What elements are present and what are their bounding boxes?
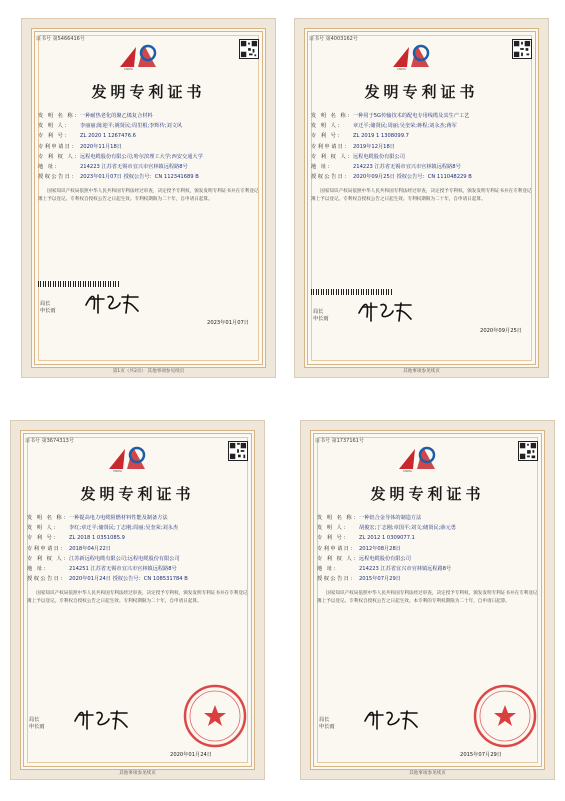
field-grant-date: 授权公告日： 2020年09月25日 授权公告号：CN 111048229 B	[311, 174, 472, 181]
director-signature-icon	[82, 289, 142, 317]
field-filing-date: 专利申请日： 2018年04月22日	[27, 545, 111, 552]
certificate-number: 证书号 第3674313号	[25, 438, 74, 444]
field-patentee: 专 利 权 人： 江苏新远程电缆有限公司;远程电缆股份有限公司	[27, 555, 180, 562]
field-address: 地 址： 214223 江苏省无锡市宜兴市官林镇远程路8号	[311, 164, 461, 171]
patent-certificate-3	[10, 420, 265, 780]
cnipa-emblem-icon	[103, 443, 151, 473]
barcode	[38, 281, 120, 287]
field-inventors: 发 明 人： 李红;章迁平;储贤民;丁志刚;周丽;吴奎荣;刘永杰	[27, 525, 179, 532]
qr-code-icon	[512, 39, 532, 59]
issue-date: 2020年01月24日	[170, 752, 212, 758]
field-invention-name: 发 明 名 称： 一种用于5G传输技术的配电专用线缆及其生产工艺	[311, 113, 470, 119]
certificate-fields	[38, 111, 261, 203]
certificate-title: 发明专利证书	[370, 485, 485, 503]
field-patentee: 专 利 权 人： 远程电缆股份有限公司	[311, 153, 405, 160]
certificate-number: 证书号 第4003162号	[309, 36, 358, 42]
issue-date: 2015年07月29日	[460, 752, 502, 758]
director-label: 局长 申长雨	[40, 301, 56, 314]
certificate-footer: 其他事项参见续页	[119, 771, 156, 776]
field-filing-date: 专利申请日： 2020年11月18日	[38, 143, 122, 150]
director-label: 局长 申长雨	[313, 309, 329, 322]
director-label: 局长 申长雨	[319, 717, 335, 730]
cnipa-emblem-icon	[393, 443, 441, 473]
svg-text:CNIPA: CNIPA	[113, 469, 122, 473]
director-signature-icon	[355, 297, 415, 325]
field-address: 地 址： 214223 江苏省宜兴市官林镇远程路8号	[317, 566, 452, 573]
field-patent-number: 专 利 号： ZL 2018 1 0351085.9	[27, 535, 125, 542]
certificate-body-text: 国家知识产权局依照中华人民共和国专利法经过审查，决定授予专利权，颁发发明专利证书并在专利登记簿上予以登记。专利权自授权公告之日起生效。专利权期限为二十年，自申请日起算。	[311, 189, 532, 202]
certificate-title: 发明专利证书	[364, 83, 479, 101]
field-filing-date: 专利申请日： 2012年08月28日	[317, 545, 401, 552]
field-inventors: 发 明 人： 李丽丽;陈迎平;姚贤民;周里根;李辉传;刘文风	[38, 123, 183, 130]
certificate-body-text: 国家知识产权局依照中华人民共和国专利法经过审查，决定授予专利权，颁发发明专利证书并在专利登记簿上予以登记。专利权自授权公告之日起生效。专利权期限为二十年，自申请日起算。	[27, 591, 248, 604]
field-inventors: 发 明 人： 章迁平;储贤民;周丽;吴奎荣;蒋程;刘永杰;蒋军	[311, 123, 457, 130]
certificate-footer: 第1页（共2页） 其他事项参见续页	[112, 369, 185, 374]
certificate-fields	[317, 513, 540, 605]
field-patent-number: 专 利 号： ZL 2020 1 1267476.6	[38, 133, 136, 140]
patent-certificate-1	[21, 18, 276, 378]
field-patent-number: 专 利 号： ZL 2019 1 1308099.7	[311, 133, 409, 140]
field-filing-date: 专利申请日： 2019年12月18日	[311, 143, 395, 150]
certificate-number: 证书号 第5466416号	[36, 36, 85, 42]
field-inventors: 发 明 人： 胡俊宏;丁志刚;章国平;刘文;储贤民;薛元勇	[317, 525, 456, 532]
cnipa-emblem-icon	[114, 41, 162, 71]
field-grant-date: 授权公告日： 2023年01月07日 授权公告号：CN 112341689 B	[38, 174, 199, 181]
field-grant-date: 授权公告日： 2015年07月29日	[317, 576, 401, 583]
certificate-number: 证书号 第1737161号	[315, 438, 364, 444]
field-invention-name: 发 明 名 称： 一种铝合金导体的制造方法	[317, 515, 422, 521]
certificate-fields	[27, 513, 250, 605]
field-address: 地 址： 214223 江苏省无锡市宜兴市官林镇远程路8号	[38, 164, 188, 171]
svg-text:CNIPA: CNIPA	[397, 67, 406, 71]
issue-date: 2023年01月07日	[207, 320, 249, 326]
qr-code-icon	[239, 39, 259, 59]
barcode	[311, 289, 393, 295]
cnipa-seal-icon	[182, 683, 248, 749]
certificate-fields	[311, 111, 534, 203]
field-patentee: 专 利 权 人： 远程电缆股份有限公司	[317, 555, 411, 562]
field-invention-name: 发 明 名 称： 一种提高电力电缆阻燃材料性能及制备方法	[27, 515, 168, 521]
issue-date: 2020年09月25日	[480, 328, 522, 334]
field-address: 地 址： 214251 江苏省无锡市宜兴市官林镇远程路8号	[27, 566, 177, 573]
director-label: 局长 申长雨	[29, 717, 45, 730]
qr-code-icon	[228, 441, 248, 461]
qr-code-icon	[518, 441, 538, 461]
certificate-title: 发明专利证书	[80, 485, 195, 503]
field-patent-number: 专 利 号： ZL 2012 1 0309077.1	[317, 535, 415, 542]
certificate-title: 发明专利证书	[91, 83, 206, 101]
patent-certificate-2	[294, 18, 549, 378]
svg-text:CNIPA: CNIPA	[124, 67, 133, 71]
director-signature-icon	[71, 705, 131, 733]
field-grant-date: 授权公告日： 2020年01月24日 授权公告号：CN 108531784 B	[27, 576, 188, 583]
patent-certificate-4	[300, 420, 555, 780]
certificate-footer: 其他事项参见续页	[409, 771, 446, 776]
cnipa-seal-icon	[472, 683, 538, 749]
field-invention-name: 发 明 名 称： 一种耐热老化的聚乙烯复合材料	[38, 113, 153, 119]
certificate-footer: 其他事项参见续页	[403, 369, 440, 374]
certificate-body-text: 国家知识产权局依照中华人民共和国专利法经过审查，决定授予专利权，颁发发明专利证书并在专利登记簿上予以登记。专利权自授权公告之日起生效。本专利的专利权期限为二十年，自申请日起算。	[317, 591, 538, 604]
cnipa-emblem-icon	[387, 41, 435, 71]
certificate-body-text: 国家知识产权局依照中华人民共和国专利法经过审查，决定授予专利权，颁发发明专利证书并在专利登记簿上予以登记。专利权自授权公告之日起生效。专利权期限为二十年，自申请日起算。	[38, 189, 259, 202]
svg-text:CNIPA: CNIPA	[403, 469, 412, 473]
director-signature-icon	[361, 705, 421, 733]
field-patentee: 专 利 权 人： 远程电缆股份有限公司;哈尔滨理工大学;西安交通大学	[38, 153, 203, 160]
